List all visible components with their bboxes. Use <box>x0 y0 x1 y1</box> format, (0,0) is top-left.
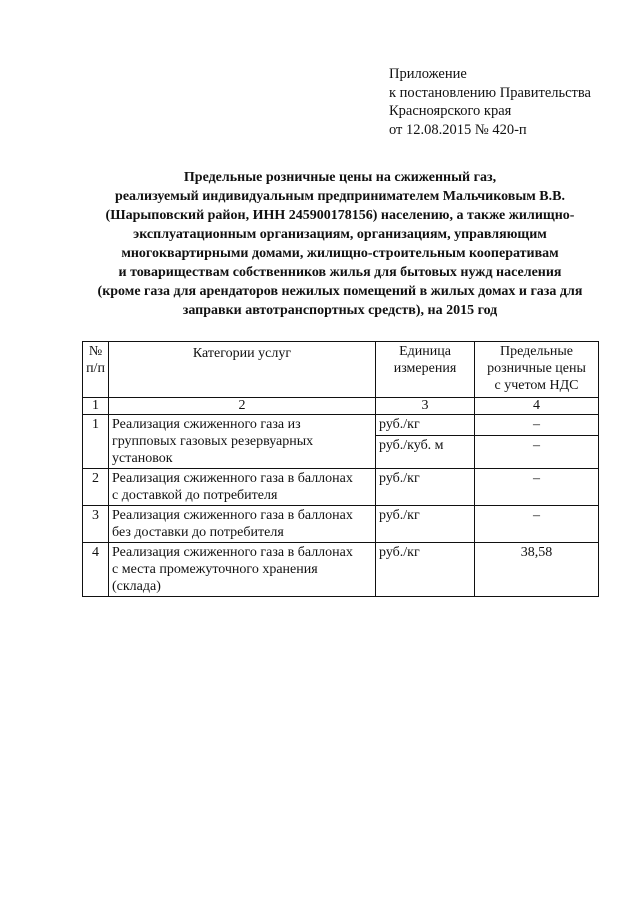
row-number: 2 <box>83 469 109 506</box>
header-text: п/п <box>86 361 105 376</box>
row-unit: руб./куб. м <box>376 436 475 469</box>
header-text: Единица <box>399 344 451 359</box>
table-row <box>83 415 599 436</box>
header-text: Предельные <box>500 344 573 359</box>
column-number: 3 <box>376 398 475 415</box>
row-category <box>109 415 376 469</box>
table-row <box>83 506 599 543</box>
appendix-line: Приложение <box>389 66 467 82</box>
category-text: с доставкой до потребителя <box>112 488 278 503</box>
header-text: розничные цены <box>487 361 586 376</box>
header-text: № <box>88 344 103 359</box>
row-category <box>109 506 376 543</box>
category-text: Реализация сжиженного газа из <box>112 417 301 432</box>
row-number: 3 <box>83 506 109 543</box>
table-header-row <box>83 342 599 398</box>
row-unit: руб./кг <box>376 543 475 597</box>
row-category <box>109 543 376 597</box>
row-unit: руб./кг <box>376 506 475 543</box>
category-text: Реализация сжиженного газа в баллонах <box>112 471 353 486</box>
column-number: 4 <box>475 398 599 415</box>
row-price: – <box>475 415 599 436</box>
title-line: многоквартирными домами, жилищно-строительным кооперативам <box>121 246 559 261</box>
category-text: групповых газовых резервуарных <box>112 434 314 449</box>
header-unit <box>376 342 475 398</box>
price-table <box>82 341 599 597</box>
header-category: Категории услуг <box>109 342 376 398</box>
row-price: – <box>475 469 599 506</box>
category-text: Реализация сжиженного газа в баллонах <box>112 508 353 523</box>
appendix-line: Красноярского края <box>389 103 512 119</box>
category-text: (склада) <box>112 579 161 594</box>
column-number: 1 <box>83 398 109 415</box>
row-number: 1 <box>83 415 109 469</box>
appendix-date-line: от 12.08.2015 № 420-п <box>389 121 527 138</box>
row-price: 38,58 <box>475 543 599 597</box>
category-text: без доставки до потребителя <box>112 525 284 540</box>
header-text: с учетом НДС <box>494 378 579 393</box>
title-line: реализуемый индивидуальным предпринимателем Мальчиковым В.В. <box>115 189 565 204</box>
header-text: измерения <box>393 361 457 376</box>
table-row <box>83 543 599 597</box>
row-number: 4 <box>83 543 109 597</box>
header-number <box>83 342 109 398</box>
row-price: – <box>475 436 599 469</box>
column-number-row <box>83 398 599 415</box>
appendix-line: к постановлению Правительства <box>389 84 591 101</box>
document-title <box>70 168 610 320</box>
column-number: 2 <box>109 398 376 415</box>
title-line: (Шарыповский район, ИНН 245900178156) населению, а также жилищно- <box>105 208 575 223</box>
table-row <box>83 469 599 506</box>
row-price: – <box>475 506 599 543</box>
title-line: заправки автотранспортных средств), на 2015 год <box>182 303 498 318</box>
title-line: эксплуатационным организациям, организациям, управляющим <box>133 227 547 242</box>
title-line: (кроме газа для арендаторов нежилых помещений в жилых домах и газа для <box>97 284 583 299</box>
header-price <box>475 342 599 398</box>
row-unit: руб./кг <box>376 415 475 436</box>
title-line: и товариществам собственников жилья для бытовых нужд населения <box>118 265 562 280</box>
title-line: Предельные розничные цены на сжиженный газ, <box>183 170 497 185</box>
category-text: установок <box>112 451 173 466</box>
category-text: с места промежуточного хранения <box>112 562 318 577</box>
appendix-block <box>389 65 591 139</box>
category-text: Реализация сжиженного газа в баллонах <box>112 545 353 560</box>
row-unit: руб./кг <box>376 469 475 506</box>
row-category <box>109 469 376 506</box>
